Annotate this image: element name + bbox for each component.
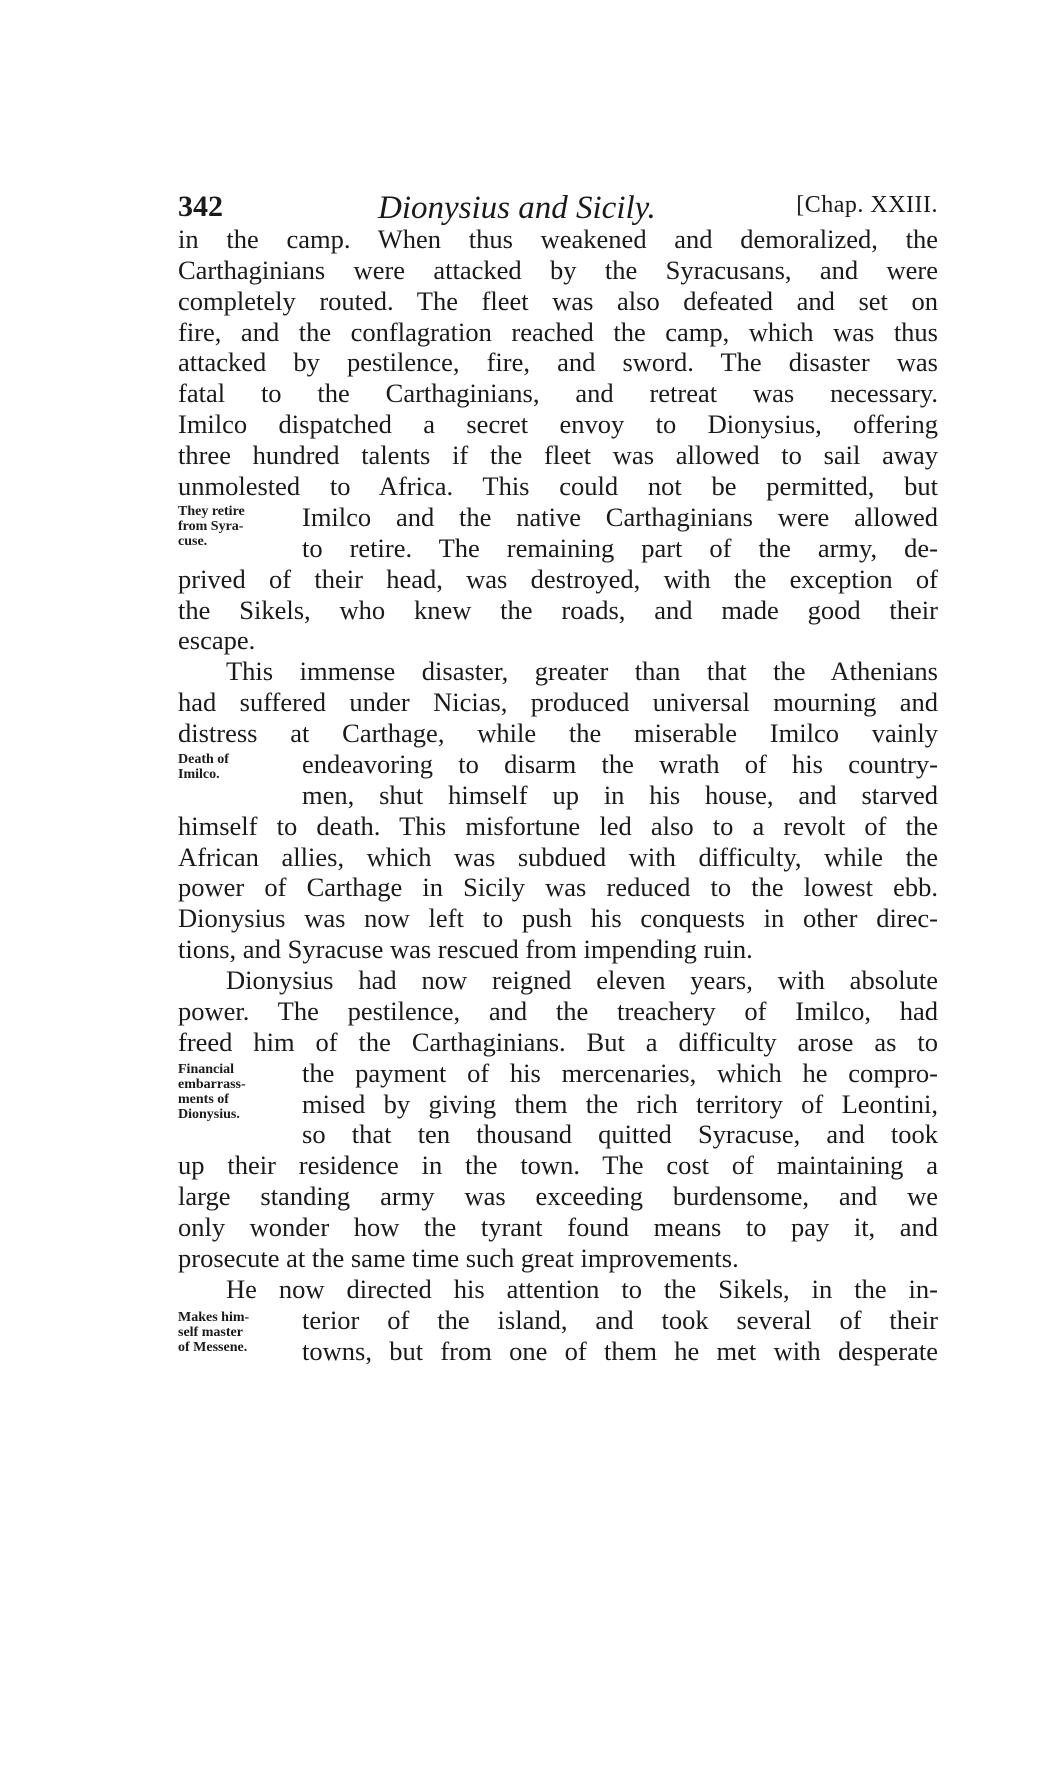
sidenote-line: Death of <box>178 752 229 767</box>
text-line: prived of their head, was destroyed, with the exception of <box>178 564 938 594</box>
text-line: prosecute at the same time such great improvements. <box>178 1243 739 1273</box>
running-title: Dionysius and Sicily. <box>378 190 656 226</box>
text-line: mised by giving them the rich territory of Leontini, <box>302 1089 938 1119</box>
sidenote-line: Imilco. <box>178 767 220 782</box>
sidenote-line: They retire <box>178 504 245 519</box>
text-line: up their residence in the town. The cost of maintaining a <box>178 1150 938 1180</box>
text-line: the Sikels, who knew the roads, and made good their <box>178 595 938 625</box>
sidenote-financial-embarrassments <box>178 1062 298 1122</box>
text-line: fire, and the conflagration reached the camp, which was thus <box>178 317 938 347</box>
sidenote-line: of Messene. <box>178 1340 248 1355</box>
text-line: unmolested to Africa. This could not be permitted, but <box>178 471 938 501</box>
sidenote-line: embarrass- <box>178 1077 246 1092</box>
text-line: escape. <box>178 625 256 655</box>
sidenote-line: from Syra- <box>178 519 244 534</box>
text-line: men, shut himself up in his house, and starved <box>302 780 938 810</box>
page-number: 342 <box>178 190 223 223</box>
text-line: freed him of the Carthaginians. But a difficulty arose as to <box>178 1027 938 1057</box>
text-line: three hundred talents if the fleet was allowed to sail away <box>178 440 938 470</box>
sidenote-line: ments of <box>178 1092 229 1107</box>
text-line: power. The pestilence, and the treachery of Imilco, had <box>178 996 938 1026</box>
text-line: Imilco and the native Carthaginians were allowed <box>302 502 938 532</box>
text-line: only wonder how the tyrant found means to pay it, and <box>178 1212 938 1242</box>
text-line: This immense disaster, greater than that the Athenians <box>226 656 938 686</box>
text-line: completely routed. The fleet was also defeated and set on <box>178 286 938 316</box>
text-line: He now directed his attention to the Sikels, in the in- <box>226 1274 938 1304</box>
text-line: power of Carthage in Sicily was reduced to the lowest ebb. <box>178 872 938 902</box>
sidenote-line: Dionysius. <box>178 1107 240 1122</box>
sidenote-line: Financial <box>178 1062 235 1077</box>
text-line: Imilco dispatched a secret envoy to Dionysius, offering <box>178 409 938 439</box>
sidenote-line: Makes him- <box>178 1310 250 1325</box>
sidenote-death-of-imilco <box>178 752 298 782</box>
text-line: himself to death. This misfortune led also to a revolt of the <box>178 811 938 841</box>
text-line: attacked by pestilence, fire, and sword. The disaster was <box>178 347 938 377</box>
text-line: towns, but from one of them he met with desperate <box>302 1336 938 1366</box>
text-line: Dionysius was now left to push his conquests in other direc- <box>178 903 938 933</box>
sidenote-makes-himself-master <box>178 1310 298 1355</box>
sidenote-they-retire <box>178 504 298 549</box>
text-line: terior of the island, and took several of their <box>302 1305 938 1335</box>
text-line: Carthaginians were attacked by the Syracusans, and were <box>178 255 938 285</box>
text-line: African allies, which was subdued with difficulty, while the <box>178 842 938 872</box>
text-line: tions, and Syracuse was rescued from impending ruin. <box>178 934 753 964</box>
chapter-reference: [Chap. XXIII. <box>796 192 938 218</box>
sidenote-line: self master <box>178 1325 243 1340</box>
text-line: had suffered under Nicias, produced universal mourning and <box>178 687 938 717</box>
text-line: fatal to the Carthaginians, and retreat was necessary. <box>178 378 938 408</box>
sidenote-line: cuse. <box>178 534 208 549</box>
text-line: in the camp. When thus weakened and demoralized, the <box>178 224 938 254</box>
text-line: large standing army was exceeding burdensome, and we <box>178 1181 938 1211</box>
text-line: endeavoring to disarm the wrath of his country- <box>302 749 938 779</box>
text-line: distress at Carthage, while the miserable Imilco vainly <box>178 718 938 748</box>
text-line: Dionysius had now reigned eleven years, with absolute <box>226 965 938 995</box>
text-line: so that ten thousand quitted Syracuse, and took <box>302 1119 938 1149</box>
text-line: to retire. The remaining part of the army, de- <box>302 533 938 563</box>
text-line: the payment of his mercenaries, which he compro- <box>302 1058 938 1088</box>
